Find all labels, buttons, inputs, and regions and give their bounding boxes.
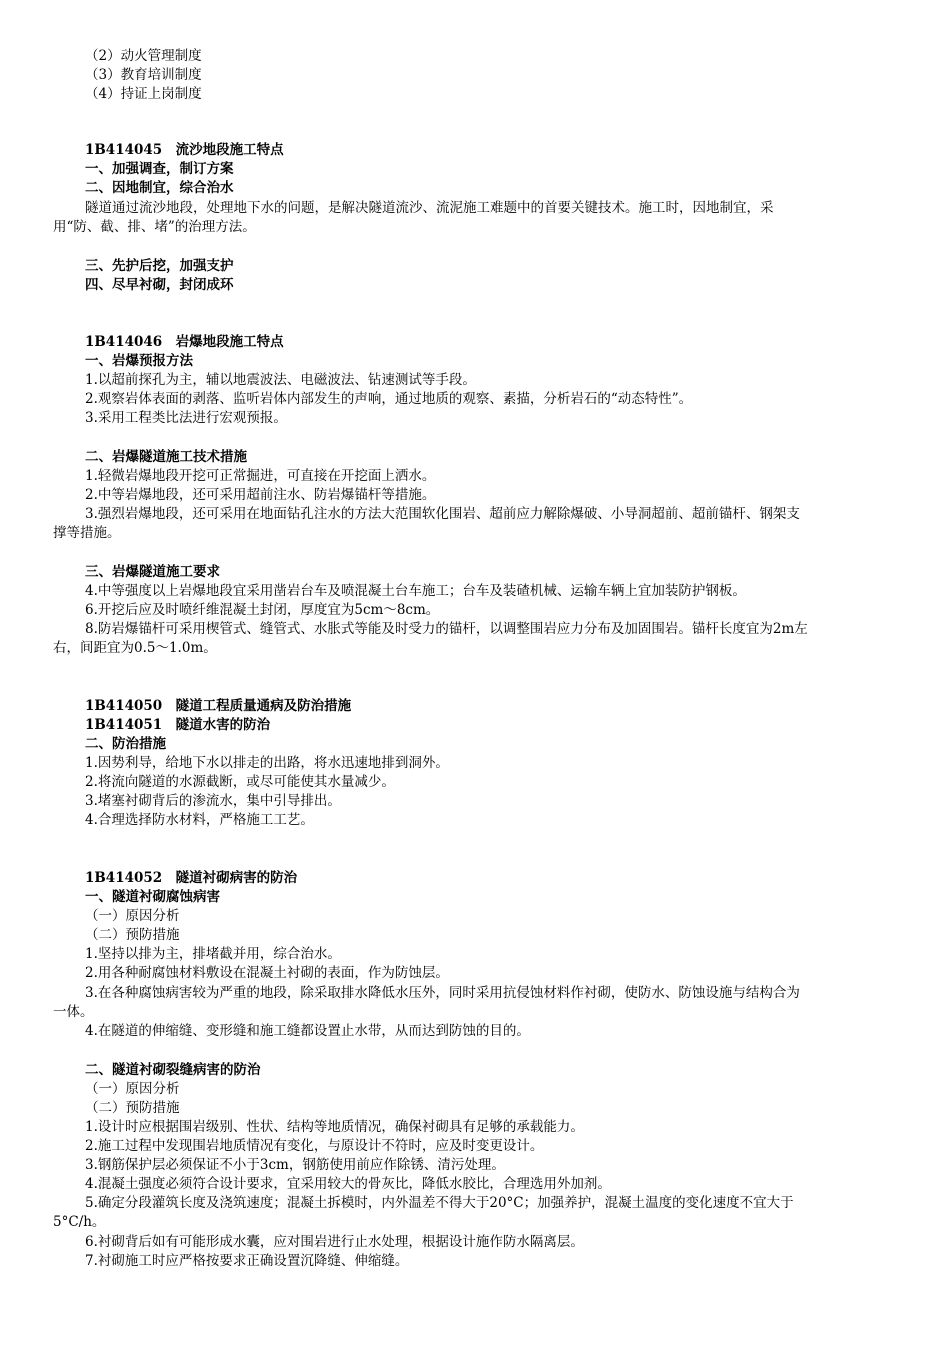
section-heading: 一、岩爆预报方法 (85, 353, 193, 369)
text-line: 3.钢筋保护层必须保证不小于3cm，钢筋使用前应作除锈、清污处理。 (85, 1157, 505, 1173)
section-heading: 一、加强调查，制订方案 (85, 161, 234, 177)
section-heading: 1B414050 隧道工程质量通病及防治措施 (85, 698, 352, 714)
text-line: 3.强烈岩爆地段，还可采用在地面钻孔注水的方法大范围软化围岩、超前应力解除爆破、小导洞超前、超前锚杆、钢架支 (85, 506, 800, 522)
text-line: 4.中等强度以上岩爆地段宜采用凿岩台车及喷混凝土台车施工；台车及装碴机械、运输车辆上宜加装防护钢板。 (85, 583, 746, 599)
section-heading: 1B414046 岩爆地段施工特点 (85, 334, 284, 350)
text-line: 1.以超前探孔为主，辅以地震波法、电磁波法、钻速测试等手段。 (85, 372, 476, 388)
text-line: 2.观察岩体表面的剥落、监听岩体内部发生的声响，通过地质的观察、素描，分析岩石的“动态特性”。 (85, 391, 693, 407)
section-heading: 一、隧道衬砌腐蚀病害 (85, 889, 220, 905)
section-heading: 二、岩爆隧道施工技术措施 (85, 449, 247, 465)
section-heading: 三、先护后挖，加强支护 (85, 258, 234, 274)
text-line: 4.合理选择防水材料，严格施工工艺。 (85, 812, 314, 828)
text-line: 5.确定分段灌筑长度及浇筑速度；混凝土拆模时，内外温差不得大于20°C；加强养护，混凝土温度的变化速度不宜大于 (85, 1195, 794, 1211)
text-line: 撑等措施。 (53, 525, 121, 541)
text-line: 4.在隧道的伸缩缝、变形缝和施工缝都设置止水带，从而达到防蚀的目的。 (85, 1023, 530, 1039)
section-heading: 二、因地制宜，综合治水 (85, 180, 234, 196)
text-line: 2.用各种耐腐蚀材料敷设在混凝土衬砌的表面，作为防蚀层。 (85, 965, 449, 981)
text-line: 6.衬砌背后如有可能形成水囊，应对围岩进行止水处理，根据设计施作防水隔离层。 (85, 1234, 584, 1250)
text-line: 3.在各种腐蚀病害较为严重的地段，除采取排水降低水压外，同时采用抗侵蚀材料作衬砌，使防水、防蚀设施与结构合为 (85, 985, 800, 1001)
text-line: （一）原因分析 (85, 1081, 180, 1097)
text-line: 7.衬砌施工时应严格按要求正确设置沉降缝、伸缩缝。 (85, 1253, 409, 1269)
text-line: 1.坚持以排为主，排堵截并用，综合治水。 (85, 946, 341, 962)
text-line: 2.中等岩爆地段，还可采用超前注水、防岩爆锚杆等措施。 (85, 487, 436, 503)
text-line: 4.混凝土强度必须符合设计要求，宜采用较大的骨灰比，降低水胶比，合理选用外加剂。 (85, 1176, 611, 1192)
text-line: 用“防、截、排、堵”的治理方法。 (53, 219, 256, 235)
text-line: （3）教育培训制度 (85, 67, 202, 83)
section-heading: 1B414052 隧道衬砌病害的防治 (85, 870, 298, 886)
text-line: （4）持证上岗制度 (85, 86, 202, 102)
text-line: 一体。 (53, 1004, 94, 1020)
text-line: 1.设计时应根据围岩级别、性状、结构等地质情况，确保衬砌具有足够的承载能力。 (85, 1119, 584, 1135)
text-line: （二）预防措施 (85, 927, 180, 943)
text-line: 2.将流向隧道的水源截断，或尽可能使其水量减少。 (85, 774, 395, 790)
text-line: 3.采用工程类比法进行宏观预报。 (85, 410, 287, 426)
section-heading: 三、岩爆隧道施工要求 (85, 564, 220, 580)
text-line: 8.防岩爆锚杆可采用楔管式、缝管式、水胀式等能及时受力的锚杆，以调整围岩应力分布及加固围岩。锚杆长度宜为2m左 (85, 621, 808, 637)
text-line: 隧道通过流沙地段，处理地下水的问题，是解决隧道流沙、流泥施工难题中的首要关键技术。施工时，因地制宜，采 (85, 200, 774, 216)
text-line: （2）动火管理制度 (85, 48, 202, 64)
section-heading: 1B414051 隧道水害的防治 (85, 717, 271, 733)
text-line: 3.堵塞衬砌背后的渗流水，集中引导排出。 (85, 793, 341, 809)
section-heading: 1B414045 流沙地段施工特点 (85, 142, 284, 158)
text-line: 1.因势利导，给地下水以排走的出路，将水迅速地排到洞外。 (85, 755, 449, 771)
section-heading: 二、隧道衬砌裂缝病害的防治 (85, 1062, 261, 1078)
text-line: （二）预防措施 (85, 1100, 180, 1116)
text-line: 6.开挖后应及时喷纤维混凝土封闭，厚度宜为5cm～8cm。 (85, 602, 440, 618)
text-line: 5°C/h。 (53, 1214, 106, 1230)
section-heading: 二、防治措施 (85, 736, 166, 752)
section-heading: 四、尽早衬砌，封闭成环 (85, 277, 234, 293)
text-line: 右，间距宜为0.5～1.0m。 (53, 640, 217, 656)
text-line: （一）原因分析 (85, 908, 180, 924)
text-line: 1.轻微岩爆地段开挖可正常掘进，可直接在开挖面上洒水。 (85, 468, 436, 484)
text-line: 2.施工过程中发现围岩地质情况有变化，与原设计不符时，应及时变更设计。 (85, 1138, 544, 1154)
